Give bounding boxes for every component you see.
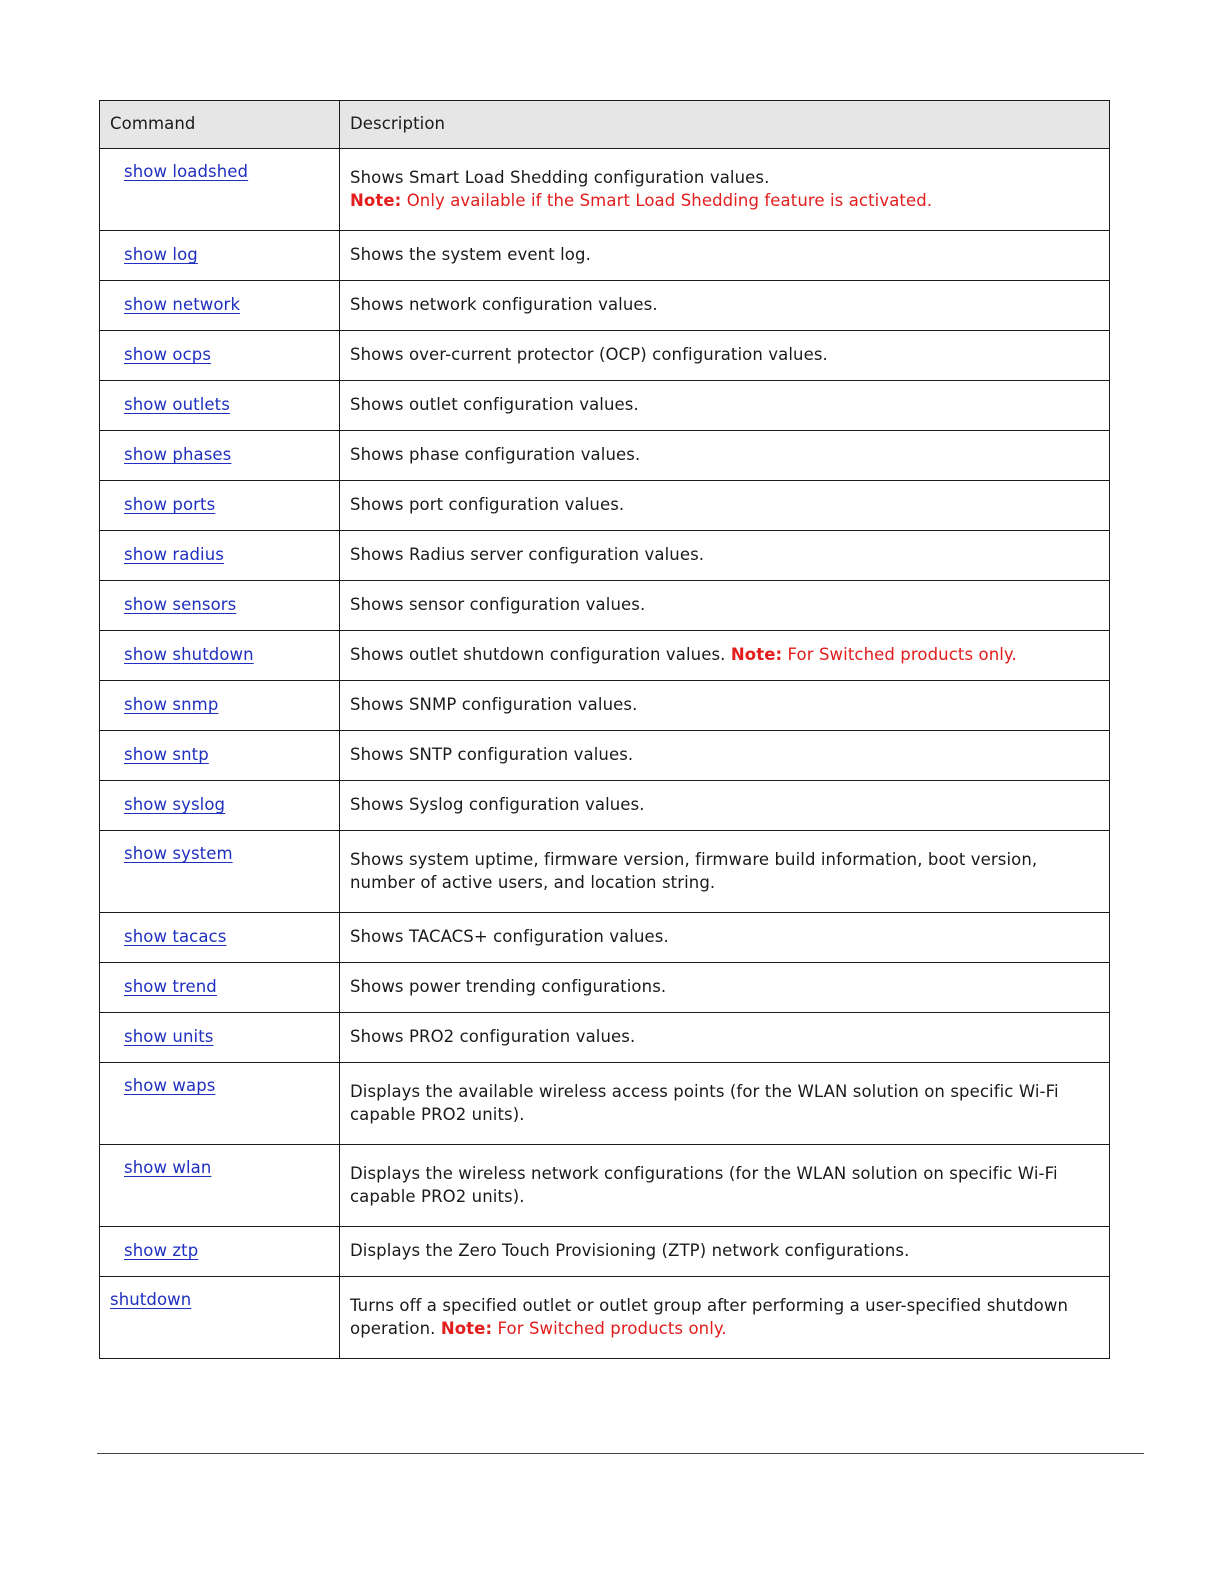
description-cell: Shows PRO2 configuration values. xyxy=(340,1013,1110,1063)
note-label: Note: xyxy=(350,190,402,210)
footer-divider xyxy=(97,1453,1144,1454)
command-link-show-syslog[interactable]: show syslog xyxy=(124,795,226,815)
command-link-show-ports[interactable]: show ports xyxy=(124,495,216,515)
table-row xyxy=(100,149,1110,231)
table-row xyxy=(100,631,1110,681)
command-cell xyxy=(100,1063,340,1145)
description-cell: Shows Radius server configuration values. xyxy=(340,531,1110,581)
command-link-show-network[interactable]: show network xyxy=(124,295,241,315)
table-row xyxy=(100,581,1110,631)
table-row xyxy=(100,331,1110,381)
description-column-header: Description xyxy=(340,101,1110,149)
command-link-show-ztp[interactable]: show ztp xyxy=(124,1241,199,1261)
table-row xyxy=(100,381,1110,431)
note-label: Note: xyxy=(730,645,783,665)
description-cell: Shows over-current protector (OCP) configuration values. xyxy=(340,331,1110,381)
command-cell xyxy=(100,231,340,281)
table-row xyxy=(100,531,1110,581)
table-row xyxy=(100,913,1110,963)
description-text: Turns off a specified outlet or outlet group after performing a user-specified shutdown operation. xyxy=(350,1296,1069,1338)
table-row xyxy=(100,731,1110,781)
command-cell xyxy=(100,531,340,581)
command-cell xyxy=(100,831,340,913)
table-row xyxy=(100,1227,1110,1277)
command-link-shutdown[interactable]: shutdown xyxy=(110,1290,192,1309)
description-cell: Shows power trending configurations. xyxy=(340,963,1110,1013)
description-cell: Shows TACACS+ configuration values. xyxy=(340,913,1110,963)
command-link-show-radius[interactable]: show radius xyxy=(124,545,224,565)
command-link-show-shutdown[interactable]: show shutdown xyxy=(124,645,254,665)
command-link-show-wlan[interactable]: show wlan xyxy=(124,1158,212,1177)
command-cell xyxy=(100,1145,340,1227)
command-link-show-waps[interactable]: show waps xyxy=(124,1076,216,1095)
command-link-show-system[interactable]: show system xyxy=(124,844,233,863)
command-cell xyxy=(100,149,340,231)
command-cell xyxy=(100,1227,340,1277)
description-cell: Displays the Zero Touch Provisioning (ZTP) network configurations. xyxy=(340,1227,1110,1277)
description-cell xyxy=(340,149,1110,231)
description-cell: Shows SNMP configuration values. xyxy=(340,681,1110,731)
note-label: Note: xyxy=(440,1318,493,1338)
table-row xyxy=(100,963,1110,1013)
table-row xyxy=(100,681,1110,731)
description-cell: Shows outlet configuration values. xyxy=(340,381,1110,431)
command-link-show-loadshed[interactable]: show loadshed xyxy=(124,162,249,181)
description-cell: Shows Syslog configuration values. xyxy=(340,781,1110,831)
table-row xyxy=(100,1145,1110,1227)
command-cell xyxy=(100,331,340,381)
command-link-show-sensors[interactable]: show sensors xyxy=(124,595,237,615)
description-cell: Shows the system event log. xyxy=(340,231,1110,281)
description-cell: Shows sensor configuration values. xyxy=(340,581,1110,631)
command-cell xyxy=(100,1277,340,1359)
table-row xyxy=(100,1277,1110,1359)
note-text: For Switched products only. xyxy=(497,1318,727,1338)
command-link-show-phases[interactable]: show phases xyxy=(124,445,232,465)
description-cell: Shows SNTP configuration values. xyxy=(340,731,1110,781)
command-cell xyxy=(100,431,340,481)
note-text: Only available if the Smart Load Shedding feature is activated. xyxy=(406,190,933,210)
command-link-show-sntp[interactable]: show sntp xyxy=(124,745,209,765)
table-row xyxy=(100,281,1110,331)
note-text: For Switched products only. xyxy=(787,645,1017,665)
command-cell xyxy=(100,913,340,963)
command-link-show-ocps[interactable]: show ocps xyxy=(124,345,212,365)
description-cell xyxy=(340,631,1110,681)
table-row xyxy=(100,1063,1110,1145)
description-cell xyxy=(340,1277,1110,1359)
command-column-header: Command xyxy=(100,101,340,149)
table-row xyxy=(100,831,1110,913)
command-cell xyxy=(100,781,340,831)
table-row xyxy=(100,431,1110,481)
description-cell: Displays the wireless network configurations (for the WLAN solution on specific Wi-Fi capable PRO2 units). xyxy=(340,1145,1110,1227)
command-cell xyxy=(100,631,340,681)
command-cell xyxy=(100,281,340,331)
table-row xyxy=(100,781,1110,831)
command-link-show-snmp[interactable]: show snmp xyxy=(124,695,219,715)
description-cell: Shows port configuration values. xyxy=(340,481,1110,531)
description-text: Shows Smart Load Shedding configuration values. xyxy=(350,168,770,187)
command-link-show-log[interactable]: show log xyxy=(124,245,198,265)
command-cell xyxy=(100,963,340,1013)
table-row xyxy=(100,231,1110,281)
description-cell: Shows phase configuration values. xyxy=(340,431,1110,481)
command-cell xyxy=(100,481,340,531)
description-cell: Displays the available wireless access points (for the WLAN solution on specific Wi-Fi capable PRO2 units). xyxy=(340,1063,1110,1145)
command-cell xyxy=(100,381,340,431)
command-table xyxy=(99,100,1110,1359)
table-row xyxy=(100,1013,1110,1063)
command-link-show-units[interactable]: show units xyxy=(124,1027,214,1047)
table-header-row xyxy=(100,101,1110,149)
command-link-show-tacacs[interactable]: show tacacs xyxy=(124,927,227,947)
table-row xyxy=(100,481,1110,531)
command-cell xyxy=(100,581,340,631)
command-link-show-trend[interactable]: show trend xyxy=(124,977,217,997)
command-cell xyxy=(100,1013,340,1063)
description-text: Shows outlet shutdown configuration values. xyxy=(350,645,726,665)
description-cell: Shows system uptime, firmware version, firmware build information, boot version, number of active users, and location string. xyxy=(340,831,1110,913)
command-cell xyxy=(100,731,340,781)
description-cell: Shows network configuration values. xyxy=(340,281,1110,331)
command-link-show-outlets[interactable]: show outlets xyxy=(124,395,230,415)
command-cell xyxy=(100,681,340,731)
